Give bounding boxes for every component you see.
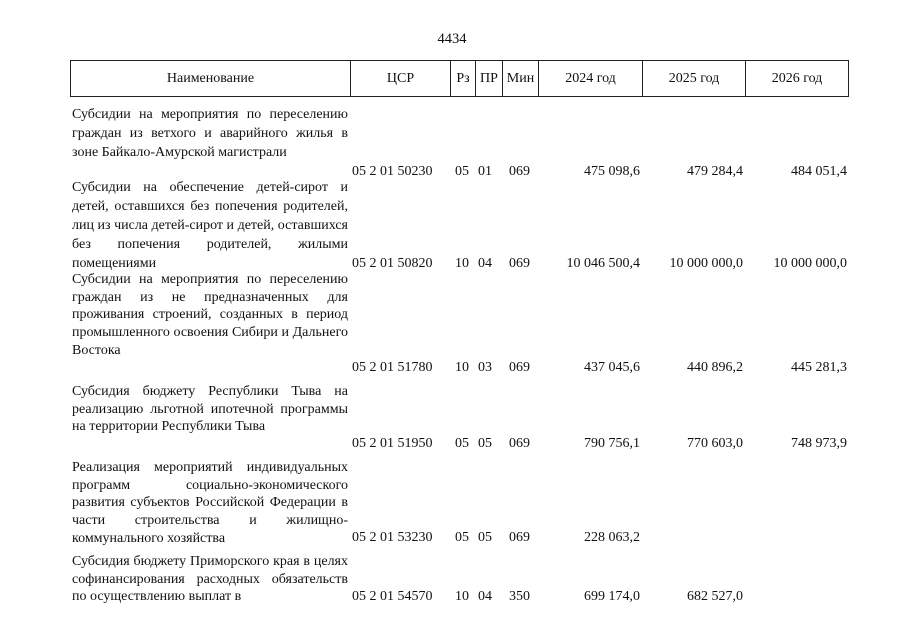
- header-2025: 2025 год: [668, 71, 720, 86]
- header-pr: ПР: [480, 71, 498, 86]
- row-csr: 05 2 01 50230: [352, 164, 433, 179]
- row-value-2024: 228 063,2: [584, 530, 640, 545]
- row-pr: 05: [478, 436, 492, 451]
- table-row: [0, 459, 904, 547]
- row-min: 069: [509, 256, 530, 271]
- header-2026: 2026 год: [771, 71, 823, 86]
- row-rz: 10: [455, 360, 469, 375]
- row-csr: 05 2 01 51780: [352, 360, 433, 375]
- row-name: Субсидии на мероприятия по переселению граждан из ветхого и аварийного жилья в зоне Байкало-Амурской магистрали: [72, 107, 348, 160]
- table-row: [0, 105, 904, 181]
- row-csr: 05 2 01 54570: [352, 589, 433, 604]
- row-csr: 05 2 01 50820: [352, 256, 433, 271]
- row-name: Субсидия бюджету Приморского края в целях софинансирования расходных обязательств по осуществлению выплат в: [72, 554, 348, 605]
- row-min: 069: [509, 436, 530, 451]
- row-value-2026: 484 051,4: [791, 164, 847, 179]
- row-min: 069: [509, 164, 530, 179]
- row-name: Реализация мероприятий индивидуальных программ социально-экономического развития субъектов Российской Федерации в части строительства и жилищно-коммунального хозяйства: [72, 460, 348, 546]
- row-value-2024: 437 045,6: [584, 360, 640, 375]
- row-value-2024: 790 756,1: [584, 436, 640, 451]
- row-min: 069: [509, 530, 530, 545]
- row-name: Субсидии на обеспечение детей-сирот и детей, оставшихся без попечения родителей, лиц из числа детей-сирот и детей, оставшихся без попечения родителей, жилыми помещениями: [72, 180, 348, 271]
- row-value-2025: 770 603,0: [687, 436, 743, 451]
- header-name: Наименование: [166, 71, 255, 86]
- page-number: 4434: [437, 31, 467, 47]
- row-csr: 05 2 01 51950: [352, 436, 433, 451]
- row-rz: 05: [455, 436, 469, 451]
- row-pr: 03: [478, 360, 492, 375]
- row-name: Субсидии на мероприятия по переселению граждан из не предназначенных для проживания строений, созданных в период промышленного освоения Сибири и Дальнего Востока: [72, 272, 348, 358]
- row-value-2026: 10 000 000,0: [773, 256, 847, 271]
- row-min: 069: [509, 360, 530, 375]
- row-value-2025: 682 527,0: [687, 589, 743, 604]
- header-min: Мин: [506, 71, 535, 86]
- row-value-2026: 445 281,3: [791, 360, 847, 375]
- row-csr: 05 2 01 53230: [352, 530, 433, 545]
- row-value-2025: 479 284,4: [687, 164, 743, 179]
- header-rz: Рз: [456, 71, 470, 86]
- table-row: [0, 553, 904, 606]
- row-min: 350: [509, 589, 530, 604]
- header-2024: 2024 год: [565, 71, 616, 86]
- table-header: [70, 60, 849, 97]
- table-row: [0, 271, 904, 377]
- header-csr: ЦСР: [386, 71, 415, 86]
- row-value-2024: 699 174,0: [584, 589, 640, 604]
- row-rz: 10: [455, 256, 469, 271]
- row-rz: 10: [455, 589, 469, 604]
- row-pr: 05: [478, 530, 492, 545]
- row-pr: 04: [478, 256, 492, 271]
- table-row: [0, 383, 904, 453]
- row-rz: 05: [455, 164, 469, 179]
- row-value-2024: 475 098,6: [584, 164, 640, 179]
- row-value-2025: 10 000 000,0: [669, 256, 743, 271]
- row-name: Субсидия бюджету Республики Тыва на реализацию льготной ипотечной программы на территории Республики Тыва: [72, 384, 348, 435]
- row-value-2024: 10 046 500,4: [566, 256, 640, 271]
- row-value-2025: 440 896,2: [687, 360, 743, 375]
- row-pr: 01: [478, 164, 492, 179]
- row-rz: 05: [455, 530, 469, 545]
- row-pr: 04: [478, 589, 492, 604]
- row-value-2026: 748 973,9: [791, 436, 847, 451]
- table-row: [0, 178, 904, 273]
